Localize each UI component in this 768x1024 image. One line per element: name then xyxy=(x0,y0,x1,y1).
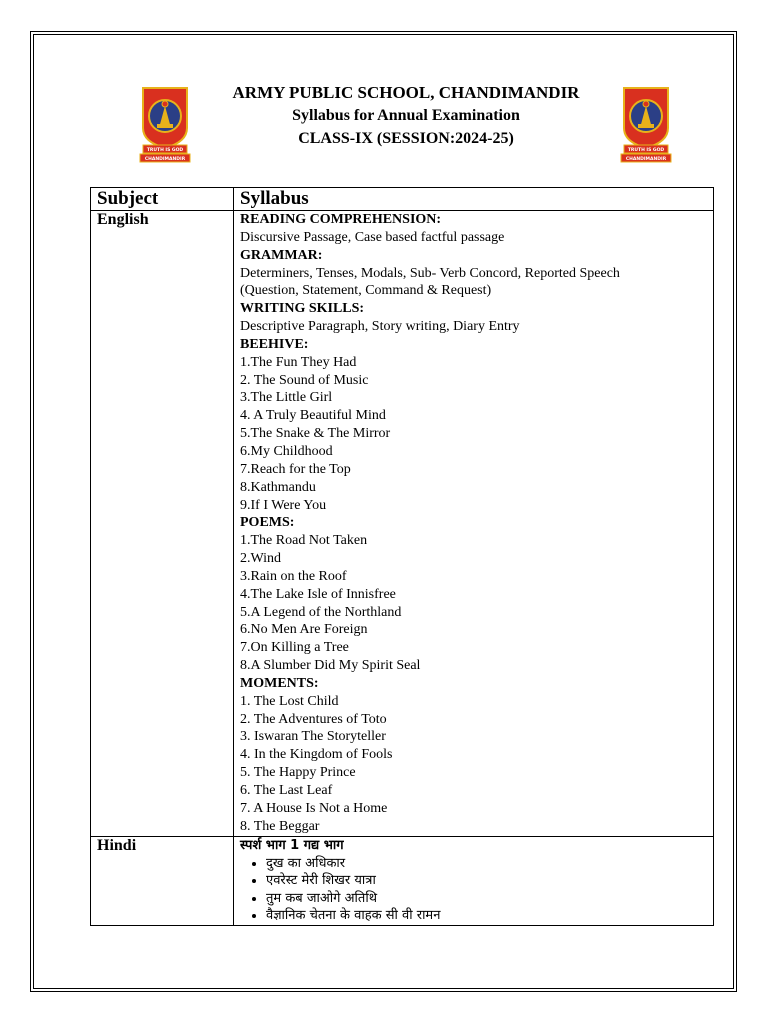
section-title-writing: WRITING SKILLS: xyxy=(240,301,365,317)
list-item: • एवरेस्ट मेरी शिखर यात्रा xyxy=(266,872,713,890)
list-item: 4. A Truly Beautiful Mind xyxy=(240,408,386,424)
grammar-text-line1: Determiners, Tenses, Modals, Sub- Verb Concord, Reported Speech xyxy=(240,265,620,281)
list-item: 3. Iswaran The Storyteller xyxy=(240,729,386,745)
table-row-english xyxy=(91,211,714,837)
list-item: 3.The Little Girl xyxy=(240,390,333,406)
section-title-grammar: GRAMMAR: xyxy=(240,247,323,263)
list-item: 2.Wind xyxy=(240,551,282,567)
list-item: 8.Kathmandu xyxy=(240,479,316,495)
school-crest-logo-left xyxy=(137,84,193,164)
school-crest-logo-right xyxy=(618,84,674,164)
logo-place-text: CHANDIMANDIR xyxy=(625,157,667,162)
subject-hindi: Hindi xyxy=(91,836,234,925)
list-item: • तुम कब जाओगे अतिथि xyxy=(266,890,713,908)
list-item: • वैज्ञानिक चेतना के वाहक सी वी रामन xyxy=(266,907,713,925)
list-item: 9.If I Were You xyxy=(240,497,327,513)
list-item: 7.Reach for the Top xyxy=(240,461,351,477)
list-item: 3.Rain on the Roof xyxy=(240,568,347,584)
hindi-chapter-list xyxy=(240,855,713,925)
list-item: 5.The Snake & The Mirror xyxy=(240,426,391,442)
writing-text: Descriptive Paragraph, Story writing, Diary Entry xyxy=(240,319,520,335)
syllabus-column-header: Syllabus xyxy=(234,188,714,211)
document-header xyxy=(200,82,612,150)
list-item: 1.The Road Not Taken xyxy=(240,533,368,549)
list-item: 5. The Happy Prince xyxy=(240,765,356,781)
list-item: 5.A Legend of the Northland xyxy=(240,604,402,620)
class-session: CLASS-IX (SESSION:2024-25) xyxy=(298,130,514,147)
list-item: 7. A House Is Not a Home xyxy=(240,800,388,816)
list-item: • दुख का अधिकार xyxy=(266,855,713,873)
section-title-beehive: BEEHIVE: xyxy=(240,336,309,352)
reading-text: Discursive Passage, Case based factful passage xyxy=(240,229,505,245)
table-row-hindi xyxy=(91,836,714,925)
list-item: 2. The Adventures of Toto xyxy=(240,711,387,727)
exam-title: Syllabus for Annual Examination xyxy=(292,107,520,124)
subject-column-header: Subject xyxy=(91,188,234,211)
syllabus-english xyxy=(234,211,714,837)
list-item: 1. The Lost Child xyxy=(240,693,339,709)
logo-place-text: CHANDIMANDIR xyxy=(144,157,186,162)
section-title-moments: MOMENTS: xyxy=(240,675,319,691)
grammar-text-line2: (Question, Statement, Command & Request) xyxy=(240,283,492,299)
list-item: 6.No Men Are Foreign xyxy=(240,622,368,638)
list-item: 6. The Last Leaf xyxy=(240,783,333,798)
list-item: 8.A Slumber Did My Spirit Seal xyxy=(240,658,421,674)
list-item: 7.On Killing a Tree xyxy=(240,640,349,656)
hindi-section-heading: स्पर्श भाग 1 गद्य भाग xyxy=(240,837,344,853)
list-item: 4. In the Kingdom of Fools xyxy=(240,747,393,763)
list-item: 8. The Beggar xyxy=(240,818,320,834)
school-name: ARMY PUBLIC SCHOOL, CHANDIMANDIR xyxy=(232,83,580,102)
section-title-poems: POEMS: xyxy=(240,515,295,531)
table-header-row xyxy=(91,188,714,211)
syllabus-hindi xyxy=(234,836,714,925)
subject-english: English xyxy=(91,211,234,837)
list-item: 2. The Sound of Music xyxy=(240,372,369,388)
list-item: 1.The Fun They Had xyxy=(240,354,357,370)
section-title-reading: READING COMPREHENSION: xyxy=(240,212,442,227)
syllabus-table xyxy=(90,187,714,926)
list-item: 4.The Lake Isle of Innisfree xyxy=(240,586,396,602)
logo-motto-text: TRUTH IS GOD xyxy=(146,148,184,153)
logo-motto-text: TRUTH IS GOD xyxy=(627,148,665,153)
list-item: 6.My Childhood xyxy=(240,443,333,459)
